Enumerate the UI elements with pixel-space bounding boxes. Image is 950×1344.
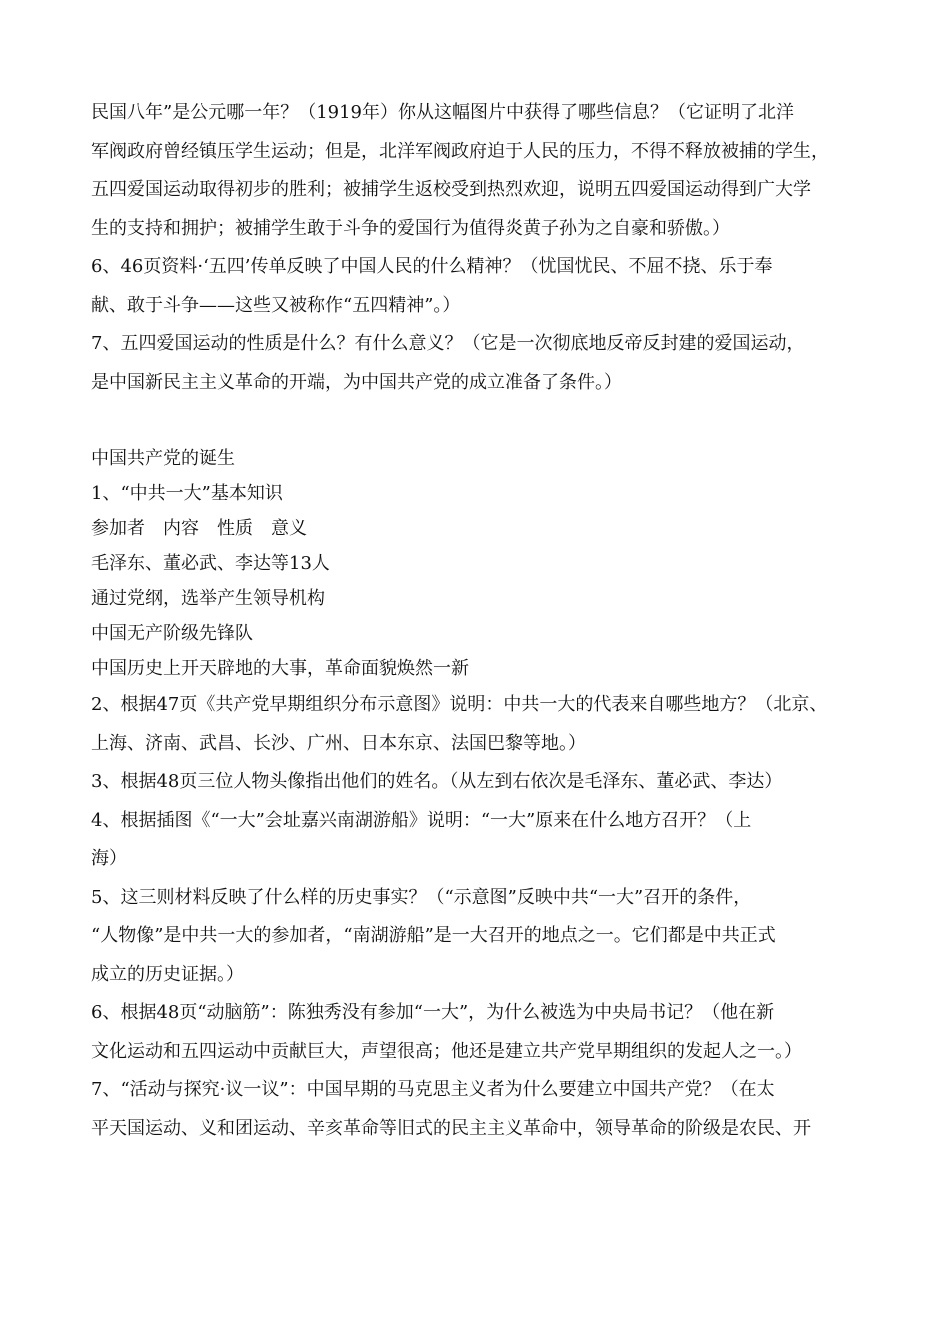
text-line: 5、这三则材料反映了什么样的历史事实？（“示意图”反映中共“一大”召开的条件， — [91, 886, 752, 908]
section-heading: 中国共产党的诞生 — [91, 448, 235, 469]
text-line: 上海、济南、武昌、长沙、广州、日本东京、法国巴黎等地。） — [91, 732, 586, 754]
text-line: 6、46页资料·‘五四’传单反映了中国人民的什么精神？（忧国忧民、不屈不挠、乐于奉 — [91, 256, 773, 277]
text-line: 4、根据插图《“一大”会址嘉兴南湖游船》说明：“一大”原来在什么地方召开？（上 — [91, 809, 752, 831]
text-line: 五四爱国运动取得初步的胜利；被捕学生返校受到热烈欢迎，说明五四爱国运动得到广大学 — [91, 179, 811, 200]
text-line: 7、五四爱国运动的性质是什么？有什么意义？（它是一次彻底地反帝反封建的爱国运动， — [91, 333, 805, 354]
text-line: 中国无产阶级先锋队 — [91, 623, 253, 644]
text-line: 1、“中共一大”基本知识 — [91, 483, 283, 504]
text-line: “人物像”是中共一大的参加者，“南湖游船”是一大召开的地点之一。它们都是中共正式 — [91, 925, 776, 946]
text-line: 2、根据47页《共产党早期组织分布示意图》说明：中共一大的代表来自哪些地方？（北京、 — [91, 694, 828, 715]
text-line: 成立的历史证据。） — [91, 963, 244, 985]
text-line: 军阀政府曾经镇压学生运动；但是，北洋军阀政府迫于人民的压力，不得不释放被捕的学生， — [91, 140, 829, 162]
text-line: 6、根据48页“动脑筋”：陈独秀没有参加“一大”，为什么被选为中央局书记？（他在新 — [91, 1002, 775, 1023]
text-line: 是中国新民主主义革命的开端，为中国共产党的成立准备了条件。） — [91, 371, 622, 393]
text-line: 生的支持和拥护；被捕学生敢于斗争的爱国行为值得炎黄子孙为之自豪和骄傲。） — [91, 217, 730, 239]
text-line: 献、敢于斗争——这些又被称作“五四精神”。） — [91, 294, 461, 316]
text-line: 海） — [91, 848, 127, 869]
text-line: 文化运动和五四运动中贡献巨大，声望很高；他还是建立共产党早期组织的发起人之一。） — [91, 1040, 802, 1062]
text-line: 毛泽东、董必武、李达等13人 — [91, 553, 330, 574]
text-line: 通过党纲，选举产生领导机构 — [91, 588, 325, 609]
text-line: 民国八年”是公元哪一年？（1919年）你从这幅图片中获得了哪些信息？（它证明了北洋 — [91, 102, 795, 123]
text-line: 中国历史上开天辟地的大事，革命面貌焕然一新 — [91, 658, 469, 679]
text-line: 参加者 内容 性质 意义 — [91, 518, 307, 539]
document-body — [91, 94, 866, 1148]
text-line: 3、根据48页三位人物头像指出他们的姓名。（从左到右依次是毛泽东、董必武、李达） — [91, 771, 783, 792]
text-line: 平天国运动、义和团运动、辛亥革命等旧式的民主主义革命中，领导革命的阶级是农民、开 — [91, 1117, 811, 1139]
text-line: 7、“活动与探究·议一议”：中国早期的马克思主义者为什么要建立中国共产党？（在太 — [91, 1079, 775, 1100]
blank-line — [91, 402, 866, 441]
